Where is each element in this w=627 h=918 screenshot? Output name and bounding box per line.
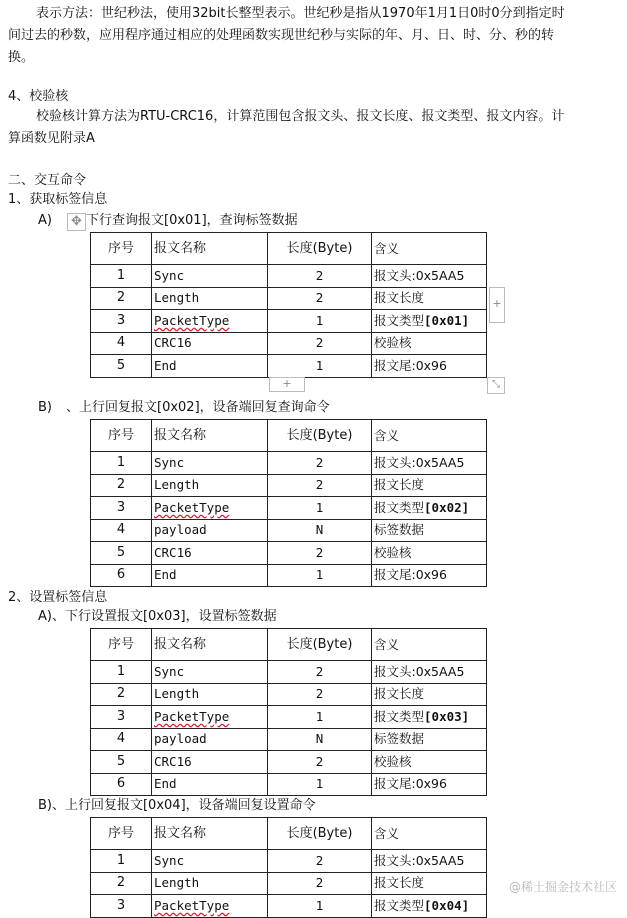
table-cell: 2	[91, 287, 152, 310]
table-header-cell: 长度(Byte)	[268, 233, 372, 265]
add-row-icon[interactable]: +	[269, 377, 305, 392]
meaning-text: 报文类型	[374, 708, 425, 724]
resize-handle-icon[interactable]: ⤡	[487, 377, 505, 394]
table-cell: 报文尾:0x96	[372, 355, 487, 378]
item-a-text: 下行查询报文[0x01]，查询标签数据	[86, 213, 298, 228]
table-cell: 报文头:0x5AA5	[372, 850, 487, 873]
item-b-set-text: B)、上行回复报文[0x04]，设备端回复设置命令	[38, 798, 316, 813]
table-cell: 2	[268, 850, 372, 873]
table-cell: CRC16	[152, 332, 268, 355]
table-cell: payload	[152, 519, 268, 542]
table-cell: 3	[91, 895, 152, 918]
table-cell: 2	[268, 542, 372, 565]
table-cell: 2	[91, 872, 152, 895]
table-cell: 1	[268, 773, 372, 796]
table-cell: 2	[268, 751, 372, 774]
table-cell: Sync	[152, 265, 268, 288]
table-cell	[372, 706, 487, 729]
intro-paragraph-epoch: 表示方法：世纪秒法，使用32bit长整型表示。世纪秒是指从1970年1月1日0时0分到指定时间过去的秒数，应用程序通过相应的处理函数实现世纪秒与实际的年、月、日、时、分、秒的转换。	[8, 6, 565, 65]
table-cell: 5	[91, 542, 152, 565]
table-cell: CRC16	[152, 751, 268, 774]
table-cell: 标签数据	[372, 728, 487, 751]
set-packet-table	[90, 628, 487, 796]
table-cell: 2	[268, 265, 372, 288]
table-header-cell: 含义	[372, 420, 487, 452]
table-row	[91, 751, 487, 774]
table-cell	[372, 310, 487, 333]
table-cell	[152, 310, 268, 333]
table-cell: Length	[152, 474, 268, 497]
table-header-cell: 序号	[91, 818, 152, 850]
table-header-cell: 报文名称	[152, 420, 268, 452]
table-cell: End	[152, 773, 268, 796]
table-row	[91, 661, 487, 684]
table-cell: 6	[91, 564, 152, 587]
table-cell: 报文头:0x5AA5	[372, 452, 487, 475]
table-cell: 校验核	[372, 542, 487, 565]
table-cell: 2	[91, 683, 152, 706]
table-cell: 校验核	[372, 751, 487, 774]
table-row	[91, 706, 487, 729]
meaning-text: 报文类型	[374, 312, 425, 328]
table-cell: 报文头:0x5AA5	[372, 265, 487, 288]
table-cell: CRC16	[152, 542, 268, 565]
table-cell	[372, 497, 487, 520]
table-cell: 1	[268, 355, 372, 378]
table-cell: 2	[268, 332, 372, 355]
table-row	[91, 474, 487, 497]
table-row	[91, 683, 487, 706]
meaning-text: 报文类型	[374, 897, 425, 913]
table-header-cell: 长度(Byte)	[268, 420, 372, 452]
table-cell: 报文长度	[372, 474, 487, 497]
item-a-set-text: A)、下行设置报文[0x03]，设置标签数据	[38, 609, 277, 624]
table-cell: 1	[91, 850, 152, 873]
table-cell: 2	[268, 683, 372, 706]
packet-type-code: [0x04]	[424, 897, 470, 913]
meaning-text: 报文类型	[374, 499, 425, 515]
item-b-text: 、上行回复报文[0x02]，设备端回复查询命令	[66, 400, 330, 415]
query-packet-table	[90, 232, 487, 378]
table-header-row	[91, 233, 487, 265]
query-reply-table	[90, 419, 487, 587]
section-heading-interaction: 二、交互命令	[8, 173, 87, 188]
table-row	[91, 773, 487, 796]
table-cell: 报文尾:0x96	[372, 773, 487, 796]
spellcheck-underlined-text: PacketType	[154, 897, 230, 913]
spellcheck-underlined-text: PacketType	[154, 312, 230, 328]
table-header-cell: 长度(Byte)	[268, 629, 372, 661]
table-cell: Length	[152, 683, 268, 706]
table-header-cell: 含义	[372, 629, 487, 661]
table-row	[91, 355, 487, 378]
table-cell: 1	[268, 310, 372, 333]
table-cell: 校验核	[372, 332, 487, 355]
packet-type-code: [0x03]	[424, 708, 470, 724]
packet-type-code: [0x02]	[424, 499, 470, 515]
table-cell: 1	[91, 452, 152, 475]
table-cell: Length	[152, 287, 268, 310]
table-header-cell: 序号	[91, 233, 152, 265]
table-cell: Sync	[152, 850, 268, 873]
table-cell: 报文头:0x5AA5	[372, 661, 487, 684]
table-cell: 3	[91, 706, 152, 729]
table-cell: 3	[91, 310, 152, 333]
table-row	[91, 287, 487, 310]
table-cell: End	[152, 564, 268, 587]
spellcheck-underlined-text: PacketType	[154, 499, 230, 515]
table-cell: 4	[91, 728, 152, 751]
table-header-cell: 长度(Byte)	[268, 818, 372, 850]
table-header-cell: 报文名称	[152, 233, 268, 265]
table-row	[91, 519, 487, 542]
table-cell: 报文长度	[372, 872, 487, 895]
subsection-heading-set-tag: 2、设置标签信息	[8, 590, 108, 605]
checksum-heading: 4、校验核	[8, 89, 69, 104]
table-cell: Sync	[152, 661, 268, 684]
table-header-cell: 含义	[372, 233, 487, 265]
table-cell: 4	[91, 519, 152, 542]
table-cell: N	[268, 728, 372, 751]
table-cell: End	[152, 355, 268, 378]
table-cell	[152, 895, 268, 918]
table-cell: 报文尾:0x96	[372, 564, 487, 587]
table-row	[91, 728, 487, 751]
table-cell: 1	[268, 564, 372, 587]
table-cell: 标签数据	[372, 519, 487, 542]
table-cell: 2	[268, 287, 372, 310]
add-column-icon[interactable]: +	[489, 287, 505, 323]
set-reply-table	[90, 817, 487, 918]
subsection-heading-get-tag: 1、获取标签信息	[8, 192, 108, 207]
table-cell: N	[268, 519, 372, 542]
watermark: @稀土掘金技术社区	[508, 880, 617, 894]
table-cell: 6	[91, 773, 152, 796]
intro-paragraph-checksum: 校验核计算方法为RTU-CRC16，计算范围包含报文头、报文长度、报文类型、报文内容。计算函数见附录A	[8, 109, 565, 146]
table-row	[91, 850, 487, 873]
table-row	[91, 872, 487, 895]
table-cell: 1	[268, 497, 372, 520]
table-cell	[152, 497, 268, 520]
table-row	[91, 497, 487, 520]
table-cell: 1	[91, 265, 152, 288]
table-cell: 2	[268, 452, 372, 475]
table-cell: 报文长度	[372, 683, 487, 706]
table-cell: 2	[268, 872, 372, 895]
table-cell	[152, 706, 268, 729]
table-header-cell: 含义	[372, 818, 487, 850]
table-row	[91, 332, 487, 355]
table-cell: Length	[152, 872, 268, 895]
table-cell: 2	[91, 474, 152, 497]
spellcheck-underlined-text: PacketType	[154, 708, 230, 724]
table-cell: 2	[268, 474, 372, 497]
table-row	[91, 310, 487, 333]
table-row	[91, 564, 487, 587]
packet-type-code: [0x01]	[424, 312, 470, 328]
table-cell: 3	[91, 497, 152, 520]
table-cell: 4	[91, 332, 152, 355]
table-header-cell: 报文名称	[152, 818, 268, 850]
table-cell: Sync	[152, 452, 268, 475]
table-row	[91, 895, 487, 918]
item-b-marker: B)	[38, 400, 52, 415]
table-cell	[372, 895, 487, 918]
table-cell: 报文长度	[372, 287, 487, 310]
table-header-row	[91, 420, 487, 452]
table-row	[91, 542, 487, 565]
table-cell: payload	[152, 728, 268, 751]
item-a-marker: A)	[38, 213, 52, 228]
move-handle-icon[interactable]: ✥	[67, 213, 86, 231]
table-cell: 1	[91, 661, 152, 684]
table-header-cell: 报文名称	[152, 629, 268, 661]
table-header-row	[91, 629, 487, 661]
table-header-cell: 序号	[91, 420, 152, 452]
table-cell: 5	[91, 751, 152, 774]
table-row	[91, 452, 487, 475]
table-cell: 1	[268, 706, 372, 729]
table-cell: 2	[268, 661, 372, 684]
table-cell: 5	[91, 355, 152, 378]
table-header-cell: 序号	[91, 629, 152, 661]
table-header-row	[91, 818, 487, 850]
table-cell: 1	[268, 895, 372, 918]
table-row	[91, 265, 487, 288]
